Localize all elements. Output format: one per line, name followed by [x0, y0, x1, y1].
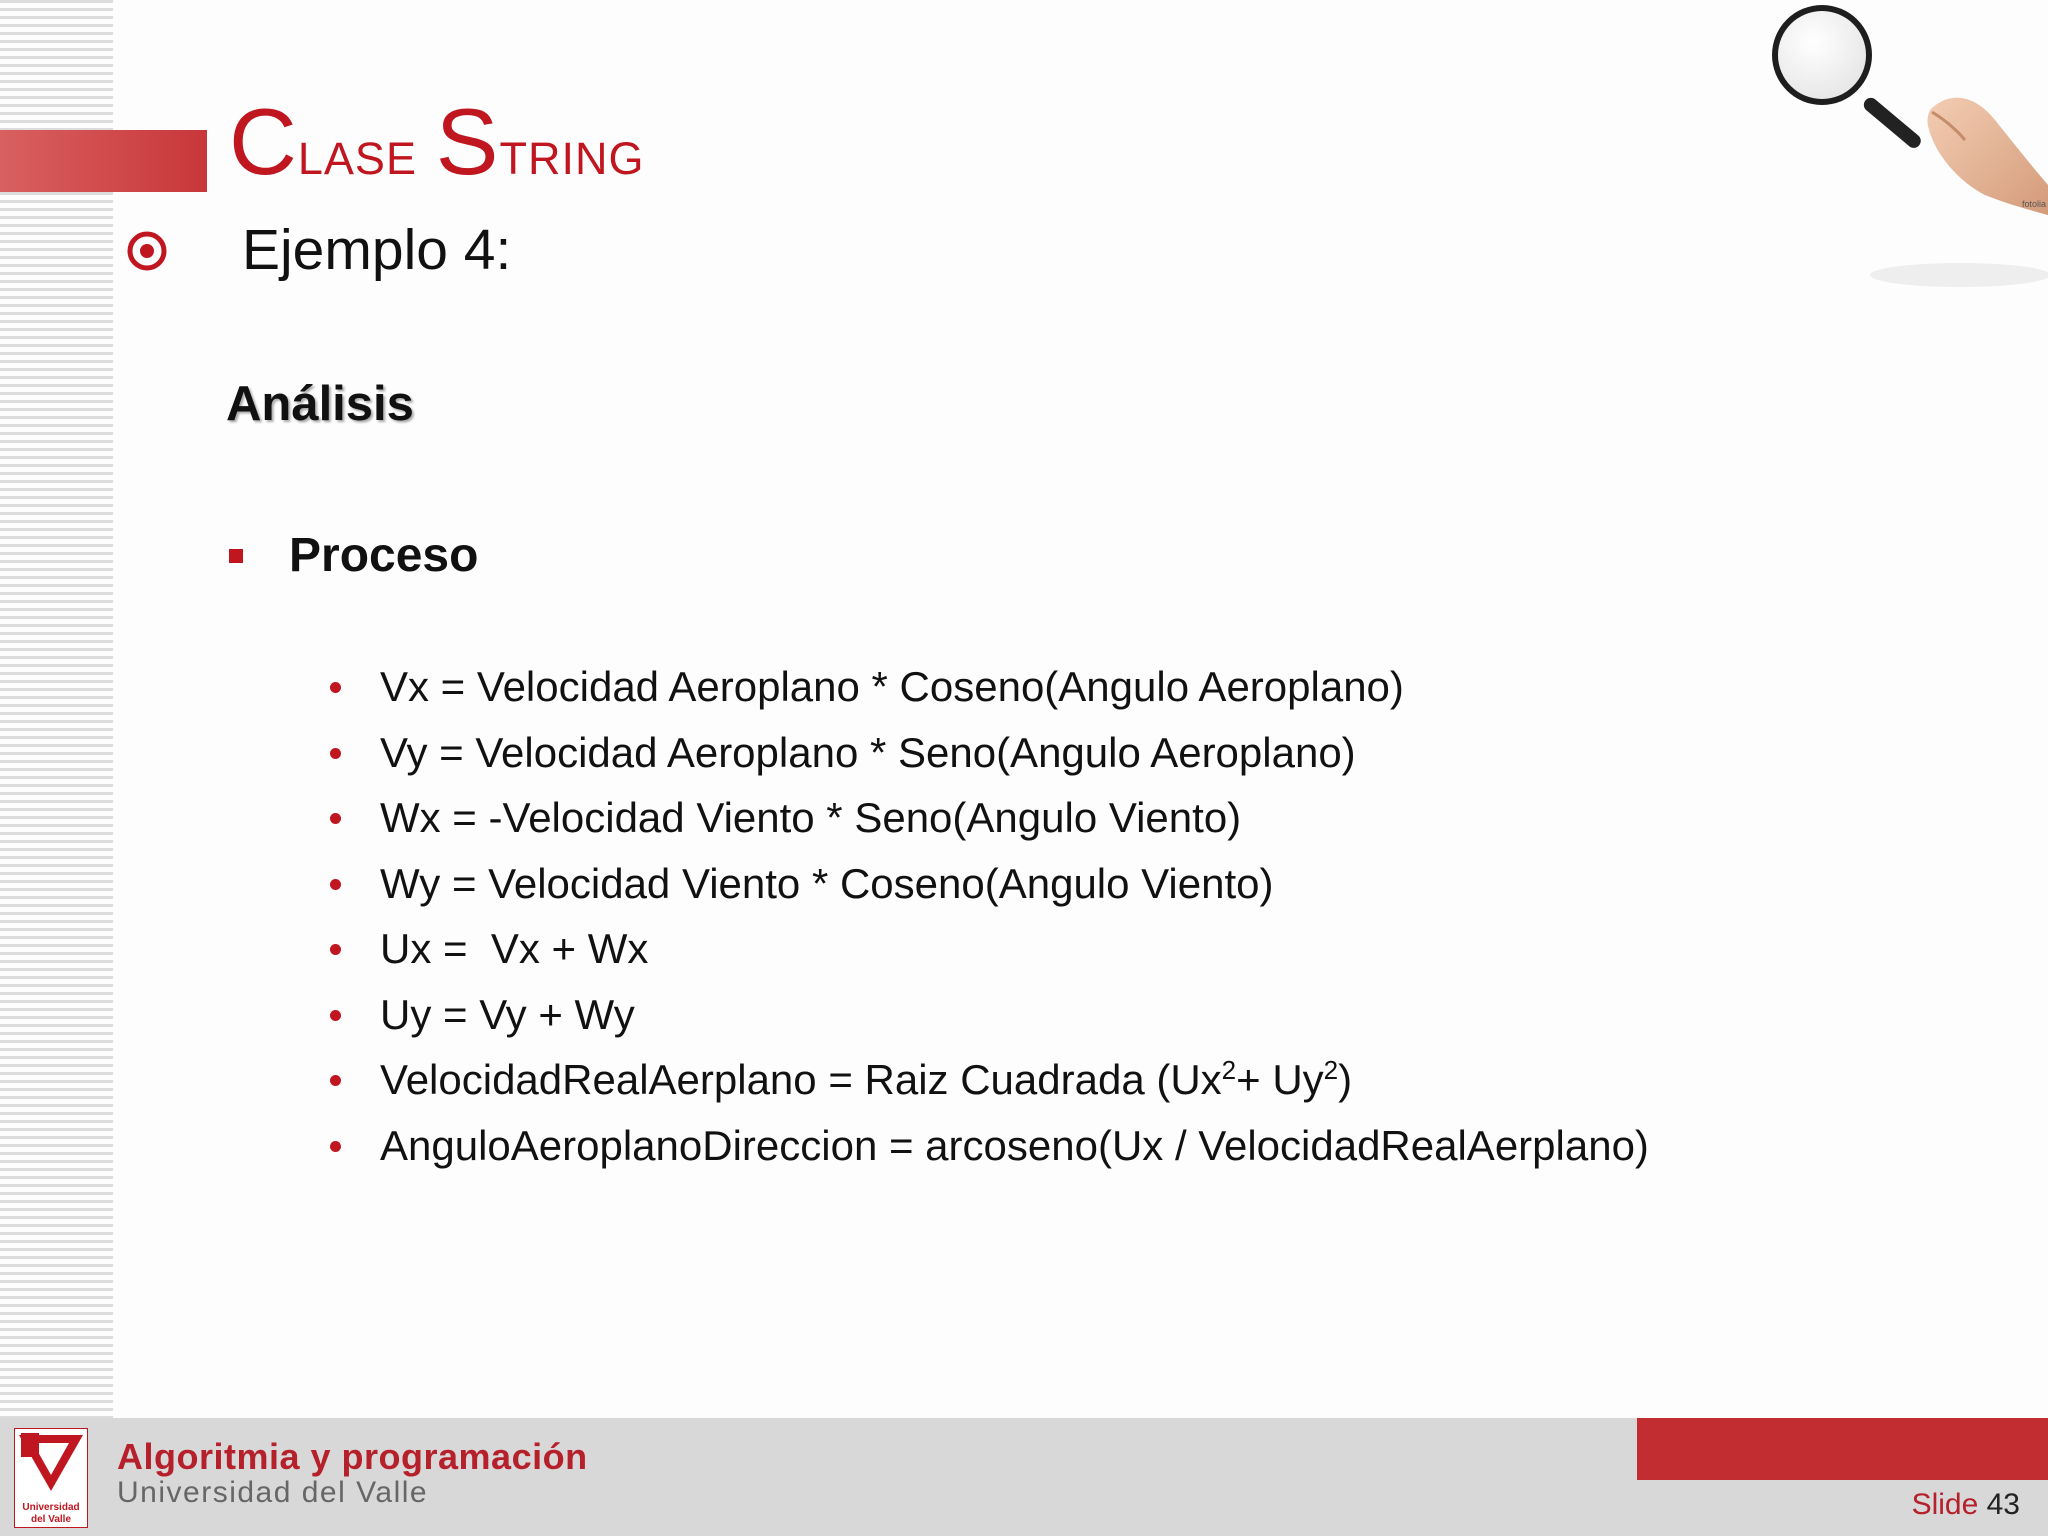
university-name: Universidad del Valle [117, 1476, 429, 1509]
svg-text:del Valle: del Valle [30, 1514, 72, 1525]
dot-bullet-icon [330, 1075, 341, 1086]
subsection-heading [229, 528, 478, 583]
slide-title: Clase String [229, 89, 645, 194]
svg-text:Universidad: Universidad [22, 1502, 80, 1513]
formula-item: VelocidadRealAerplano = Raiz Cuadrada $(Ux^2+ Uy^2)$ [330, 1053, 1649, 1119]
subsection-text: Proceso [289, 529, 479, 582]
dot-bullet-icon [330, 1141, 341, 1152]
formula-item: Vy = Velocidad Aeroplano * Seno(Angulo Aeroplano) [330, 726, 1649, 792]
dot-bullet-icon [330, 682, 341, 693]
square-bullet-icon [229, 549, 243, 563]
svg-text:fotolia: fotolia [2022, 199, 2047, 209]
dot-bullet-icon [330, 1010, 341, 1021]
footer-accent-block [1637, 1418, 2048, 1480]
footer [0, 1418, 2048, 1536]
dot-bullet-icon [330, 748, 341, 759]
course-name: Algoritmia y programación [117, 1436, 588, 1477]
dot-bullet-icon [330, 944, 341, 955]
magnifying-glass-icon [1760, 0, 2048, 290]
bullet-level1 [126, 218, 512, 282]
formula-item: Ux = Vx + Wx [330, 922, 1649, 988]
circled-dot-icon [126, 230, 168, 272]
univalle-logo-icon [14, 1428, 88, 1528]
bullet-level1-text: Ejemplo 4: [242, 218, 512, 282]
slide-number: Slide 43 [1911, 1488, 2020, 1521]
formula-item: Wx = -Velocidad Viento * Seno(Angulo Viento) [330, 791, 1649, 857]
formula-item: Uy = Vy + Wy [330, 988, 1649, 1054]
title-accent-bar [0, 130, 207, 192]
dot-bullet-icon [330, 813, 341, 824]
formula-list [330, 660, 1649, 1184]
decorative-stripes [0, 0, 113, 1418]
section-heading: Análisis [226, 377, 414, 431]
formula-item: Vx = Velocidad Aeroplano * Coseno(Angulo Aeroplano) [330, 660, 1649, 726]
formula-item: AnguloAeroplanoDireccion = arcoseno(Ux / VelocidadRealAerplano) [330, 1119, 1649, 1185]
formula-item: Wy = Velocidad Viento * Coseno(Angulo Viento) [330, 857, 1649, 923]
dot-bullet-icon [330, 879, 341, 890]
